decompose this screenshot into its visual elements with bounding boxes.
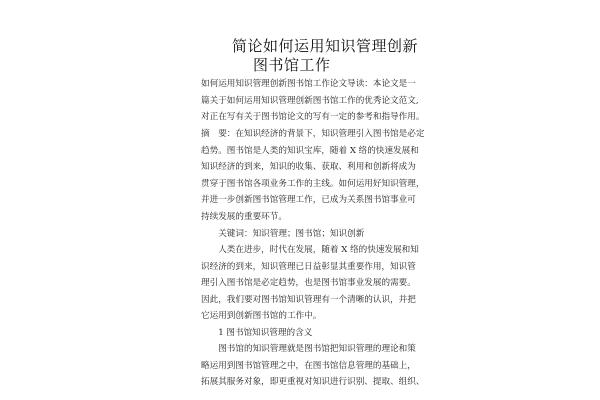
- section-heading: 1 图书馆知识管理的含义: [201, 328, 313, 338]
- document-title-line-1: 简论如何运用知识管理创新: [232, 37, 419, 55]
- body-line: 对正在写有关于图书馆论文的写有一定的参考和指导作用。: [201, 112, 425, 122]
- body-line: 它运用到创新图书馆的工作中。: [201, 311, 322, 321]
- body-line: 贯穿于图书馆各项业务工作的主线。如何运用好知识管理，: [201, 179, 425, 189]
- body-line: 如何运用知识管理创新图书馆工作论文导读：本论文是一: [201, 79, 416, 89]
- body-line: 持续发展的重要环节。: [201, 212, 287, 222]
- keywords-line: 关键词：知识管理；图书馆；知识创新: [201, 229, 365, 239]
- body-line: 拓展其服务对象，即更重视对知识进行识别、提取、组织、: [201, 377, 425, 387]
- body-line: 趋势。图书馆是人类的知识宝库，随着 X 络的快速发展和: [201, 146, 419, 156]
- body-line: 理引入图书馆是必定趋势，也是图书馆事业发展的需要。: [201, 278, 416, 288]
- body-line: 摘 要：在知识经济的背景下，知识管理引入图书馆是必定: [201, 129, 425, 139]
- body-line: 篇关于如何运用知识管理创新图书馆工作的优秀论文范文,: [201, 96, 419, 106]
- body-line: 略运用到图书馆管理之中，在图书馆信息管理的基础上，: [201, 361, 416, 371]
- body-line: 图书馆的知识管理就是图书馆把知识管理的理论和策: [201, 344, 416, 354]
- body-line: 人类在进步，时代在发展，随着 X 络的快速发展和知: [201, 245, 419, 255]
- body-line: 并进一步创新图书馆管理工作，已成为关系图书馆事业可: [201, 195, 416, 205]
- body-line: 知识经济的到来，知识的收集、获取、利用和创新将成为: [201, 162, 416, 172]
- body-line: 因此，我们要对图书馆知识管理有一个清晰的认识，并把: [201, 295, 416, 305]
- body-line: 识经济的到来，知识管理已日益彰显其重要作用，知识管: [201, 262, 416, 272]
- document-title-line-2: 图书馆工作: [253, 56, 331, 74]
